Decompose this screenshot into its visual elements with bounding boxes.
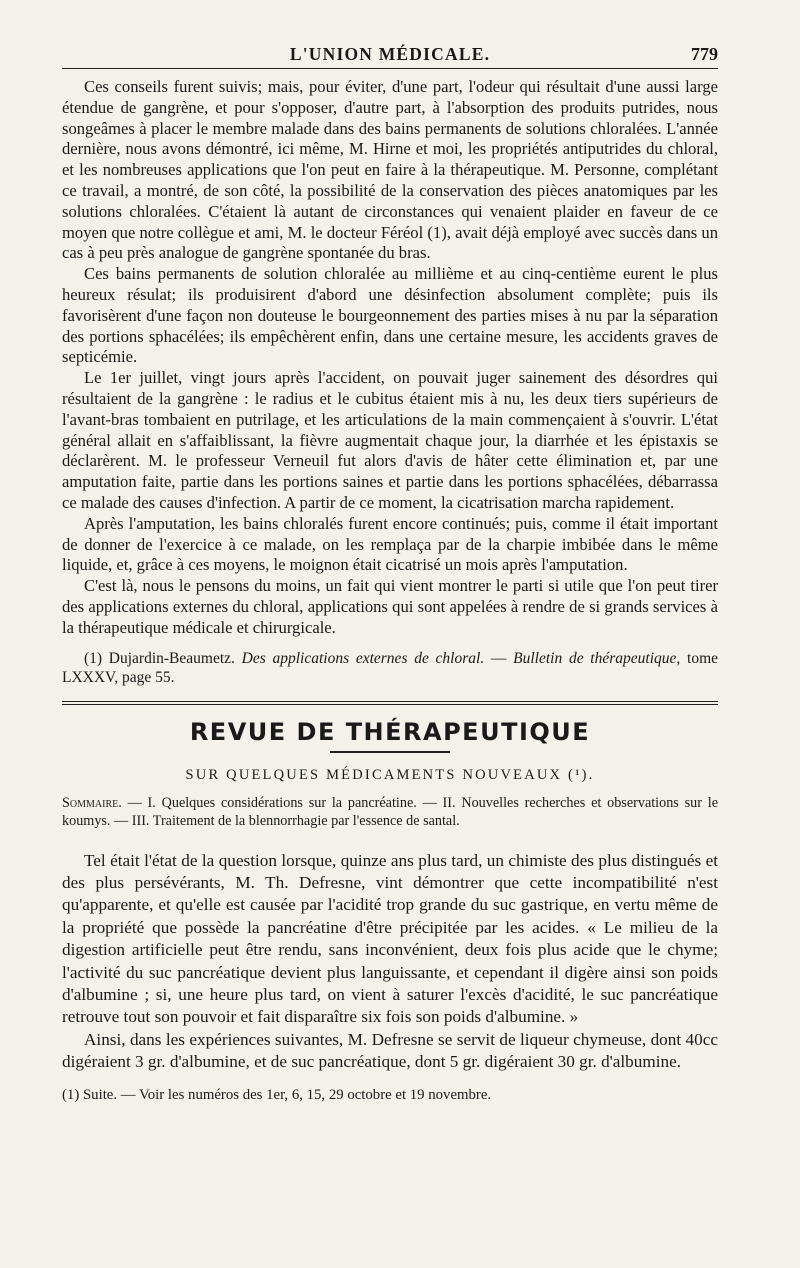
document-page: [62, 28, 718, 1104]
section-title: REVUE DE THÉRAPEUTIQUE: [189, 717, 591, 746]
section-paragraph: Ainsi, dans les expériences suivantes, M. Defresne se servit de liqueur chymeuse, dont 40cc digéraient 3 gr. d'albumine, et de suc pancréatique, dont 5 gr. digéraient 30 gr. d'albumine.: [62, 1029, 718, 1072]
body-paragraph: Ces bains permanents de solution chloralée au millième et au cinq-centième eurent le plus heureux résulat; ils produisirent d'abord une désinfection absolument complète; puis ils favorisèrent d'une façon non douteuse le bourgeonnement des parties mises à nu par la séparation des portions sphacélées; ils empêchèrent enfin, dans une certaine mesure, les accidents graves de septicémie.: [62, 264, 718, 367]
body-paragraph: C'est là, nous le pensons du moins, un fait qui vient montrer le parti si utile que l'on peut tirer des applications externes du chloral, applications qui sont appelées à rendre de si grands services à la thérapeutique médicale et chirurgicale.: [62, 576, 718, 637]
header-rule: [62, 68, 718, 69]
footnote: [62, 649, 718, 687]
section-divider: [62, 701, 718, 705]
page-header: [62, 28, 718, 68]
footnote-rest: tome LXXXV, page 55.: [62, 649, 719, 686]
body-paragraph: Après l'amputation, les bains chloralés furent encore continués; puis, comme il était important de donner de l'exercice à ce malade, on les remplaça par de la charpie imbibée dans le même liquide, et, grâce à ces moyens, le moignon était cicatrisé un mois après l'amputation.: [62, 513, 718, 575]
summary-label: Sommaire.: [62, 794, 122, 811]
body-paragraph: Ces conseils furent suivis; mais, pour éviter, d'une part, l'odeur qui résultait d'une aussi large étendue de gangrène, et pour s'opposer, d'autre part, à l'absorption des produits putrides, nous songeâmes à placer le membre malade dans des bains permanents de solutions chloralées. L'année dernière, nous avons démontré, ici même, M. Hirne et moi, les propriétés antiputrides du chloral, et les nombreuses applications que l'on peut en faire à la thérapeutique. M. Personne, complétant ce travail, a montré, de son côté, la possibilité de la conservation des pièces anatomiques par les solutions chloralées. C'étaient là autant de circonstances qui venaient plaider en faveur de ce moyen que notre collègue et ami, M. le docteur Féréol (1), avait déjà employé avec succès dans un cas à peu près analogue de gangrène spontanée du bras.: [62, 77, 718, 263]
section-paragraph: Tel était l'état de la question lorsque, quinze ans plus tard, un chimiste des plus distingués et des plus persévérants, M. Th. Defresne, vint démontrer que cette incompatibilité n'est qu'apparente, et qu'elle est causée par l'acidité trop grande du suc gastrique, en vertu même de la propriété que possède la pancréatine d'être précipitée par les acides. « Le milieu de la digestion artificielle peut être rendu, sans inconvénient, deux fois plus acide que le chyme; l'activité du suc pancréatique devient plus languissante, et cependant il digère ainsi son poids d'albumine ; si, une heure plus tard, on vient à saturer l'excès d'acidité, le suc pancréatique retrouve tout son pouvoir et fait disparaître six fois son poids d'albumine. »: [62, 850, 718, 1027]
footnote-journal: Bulletin de thérapeutique,: [513, 649, 681, 667]
footnote: (1) Suite. — Voir les numéros des 1er, 6, 15, 29 octobre et 19 novembre.: [62, 1086, 492, 1103]
footnote-prefix: (1) Dujardin-Beaumetz.: [84, 649, 235, 667]
footnote-title: Des applications externes de chloral.: [241, 649, 485, 667]
summary-text: — I. Quelques considérations sur la pancréatine. — II. Nouvelles recherches et observations sur le koumys. — III. Traitement de la blennorrhagie par l'essence de santal.: [62, 794, 718, 829]
title-underline: [330, 751, 450, 753]
page-number: 779: [691, 44, 718, 64]
footnote-dash: —: [484, 649, 514, 667]
body-paragraph: Le 1er juillet, vingt jours après l'accident, on pouvait juger sainement des désordres qui résultaient de la gangrène : le radius et le cubitus étaient mis à nu, les deux tiers supérieurs de l'avant-bras tombaient en putrilage, et les articulations de la main commençaient à s'ouvrir. L'état général allait en s'affaiblissant, la fièvre augmentait chaque jour, la diarrhée et les épistaxis se déclarèrent. M. le professeur Verneuil fut alors d'avis de hâter cette élimination et, par une amputation faite, partie dans les portions saines et partie dans les portions sphacélées, débarrassa ce malade des causes d'infection. A partir de ce moment, la cicatrisation marcha rapidement.: [62, 368, 718, 512]
summary: [62, 794, 718, 830]
section-subtitle: SUR QUELQUES MÉDICAMENTS NOUVEAUX (¹).: [185, 766, 595, 783]
running-head: L'UNION MÉDICALE.: [289, 44, 491, 64]
